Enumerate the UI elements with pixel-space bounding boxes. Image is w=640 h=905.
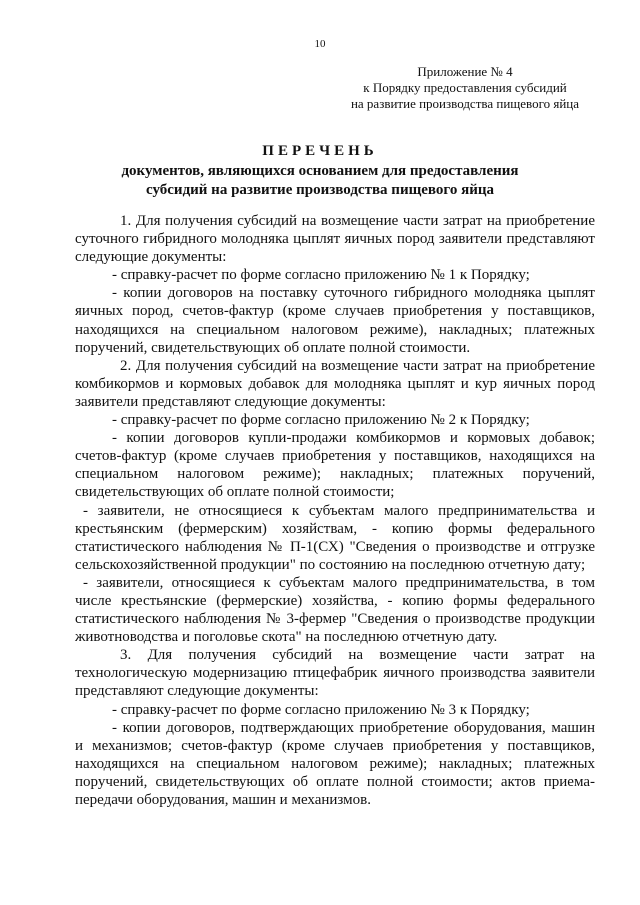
list-item: - копии договоров на поставку суточного гибридного молодняка цыплят яичных пород, счетов-фактур (кроме случаев приобретения у поставщиков, находящихся на специальном налоговом режиме), накладных; платежных поручений, свидетельствующих об оплате полной стоимости. xyxy=(75,285,595,356)
paragraph-section-1: 1. Для получения субсидий на возмещение части затрат на приобретение суточного гибридного молодняка цыплят яичных пород заявители представляют следующие документы: xyxy=(75,213,595,266)
appendix-header xyxy=(345,64,585,112)
document-body xyxy=(75,212,595,809)
document-subtitle xyxy=(0,162,640,200)
list-item: - заявители, относящиеся к субъектам малого предпринимательства, в том числе крестьянские (фермерские) хозяйства, - копию формы федерального статистического наблюдения № 3-фермер "Сведения о производстве продукции животноводства и поголовье скота" на последнюю отчетную дату. xyxy=(75,574,595,646)
list-item: - копии договоров, подтверждающих приобретение оборудования, машин и механизмов; счетов-фактур (кроме случаев приобретения у поставщиков, находящихся на специальном налоговом режиме); накладных; платежных поручений, свидетельствующих об оплате полной стоимости; актов приема-передачи оборудования, машин и механизмов. xyxy=(75,719,595,808)
appendix-line: Приложение № 4 xyxy=(417,64,513,79)
appendix-line: к Порядку предоставления субсидий xyxy=(363,80,567,95)
list-item: - копии договоров купли-продажи комбикормов и кормовых добавок; счетов-фактур (кроме случаев приобретения у поставщиков, находящихся на специальном налоговом режиме); накладных; платежных поручений, свидетельствующих об оплате полной стоимости; xyxy=(75,430,595,501)
subtitle-line: документов, являющихся основанием для предоставления xyxy=(121,163,519,179)
list-item: - заявители, не относящиеся к субъектам малого предпринимательства и крестьянским (фермерским) хозяйствам, - копию формы федерального статистического наблюдения № П-1(СХ) "Сведения о производстве и отгрузке сельскохозяйственной продукции" по состоянию на последнюю отчетную дату; xyxy=(75,502,595,573)
document-title: ПЕРЕЧЕНЬ xyxy=(262,143,378,159)
list-item: - справку-расчет по форме согласно приложению № 3 к Порядку; xyxy=(112,701,530,718)
list-item: - справку-расчет по форме согласно приложению № 2 к Порядку; xyxy=(112,412,530,429)
page-number: 10 xyxy=(314,38,326,50)
list-item: - справку-расчет по форме согласно приложению № 1 к Порядку; xyxy=(112,267,530,284)
subtitle-line: субсидий на развитие производства пищевого яйца xyxy=(146,182,494,198)
paragraph-section-2: 2. Для получения субсидий на возмещение части затрат на приобретение комбикормов и кормовых добавок для молодняка цыплят и кур яичных пород заявители представляют следующие документы: xyxy=(75,357,595,410)
paragraph-section-3: 3. Для получения субсидий на возмещение части затрат на технологическую модернизацию птицефабрик яичного производства заявители представляют следующие документы: xyxy=(75,647,595,700)
appendix-line: на развитие производства пищевого яйца xyxy=(350,96,580,111)
